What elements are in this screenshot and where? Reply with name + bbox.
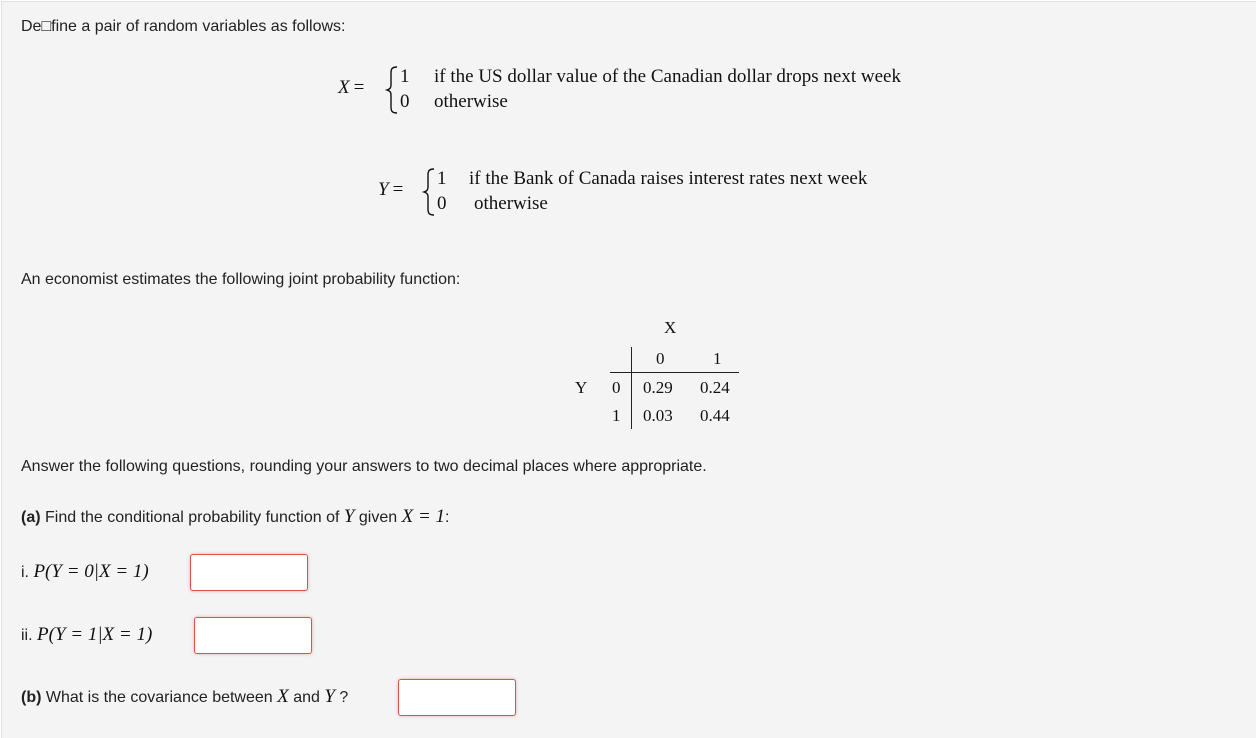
table-col-header: 0	[656, 349, 665, 368]
part-b-prompt: (b) What is the covariance between X and Y ?	[21, 686, 349, 707]
x-def-variable: X =	[338, 77, 365, 98]
part-b-label: (b)	[21, 689, 42, 706]
table-horizontal-rule	[610, 372, 739, 373]
y-def-brace	[422, 167, 436, 217]
y-case1-condition: if the Bank of Canada raises interest rates next week	[469, 168, 868, 189]
table-row-label: 0	[612, 378, 621, 397]
x-case1-value: 1	[400, 66, 410, 87]
answer-input-covariance[interactable]	[398, 679, 516, 716]
y-case1-value: 1	[437, 168, 447, 189]
economist-text: An economist estimates the following joint probability function:	[21, 271, 461, 288]
instructions-text: Answer the following questions, rounding your answers to two decimal places where appropriate.	[21, 458, 707, 475]
x-case2-condition: otherwise	[434, 91, 508, 112]
x-def-brace	[385, 65, 399, 115]
table-col-variable: X	[664, 318, 677, 337]
answer-input-ii[interactable]	[194, 617, 312, 654]
question-panel	[1, 1, 1256, 738]
answer-input-i[interactable]	[190, 554, 308, 591]
table-cell: 0.03	[643, 406, 673, 425]
table-vertical-rule	[631, 347, 632, 429]
y-case2-condition: otherwise	[474, 193, 548, 214]
intro-text: De□fine a pair of random variables as follows:	[21, 18, 346, 35]
table-row-variable: Y	[575, 378, 588, 397]
table-row-label: 1	[612, 406, 621, 425]
table-cell: 0.44	[700, 406, 730, 425]
x-case2-value: 0	[400, 91, 410, 112]
x-case1-condition: if the US dollar value of the Canadian dollar drops next week	[434, 66, 901, 87]
y-case2-value: 0	[437, 193, 447, 214]
table-cell: 0.29	[643, 378, 673, 397]
table-col-header: 1	[713, 349, 722, 368]
part-a-prompt: (a) Find the conditional probability function of Y given X = 1:	[21, 506, 450, 527]
part-a-label: (a)	[21, 509, 41, 526]
table-cell: 0.24	[700, 378, 730, 397]
question-i-label: i. P(Y = 0|X = 1)	[21, 561, 149, 582]
y-def-variable: Y =	[378, 179, 404, 200]
question-ii-label: ii. P(Y = 1|X = 1)	[21, 624, 153, 645]
